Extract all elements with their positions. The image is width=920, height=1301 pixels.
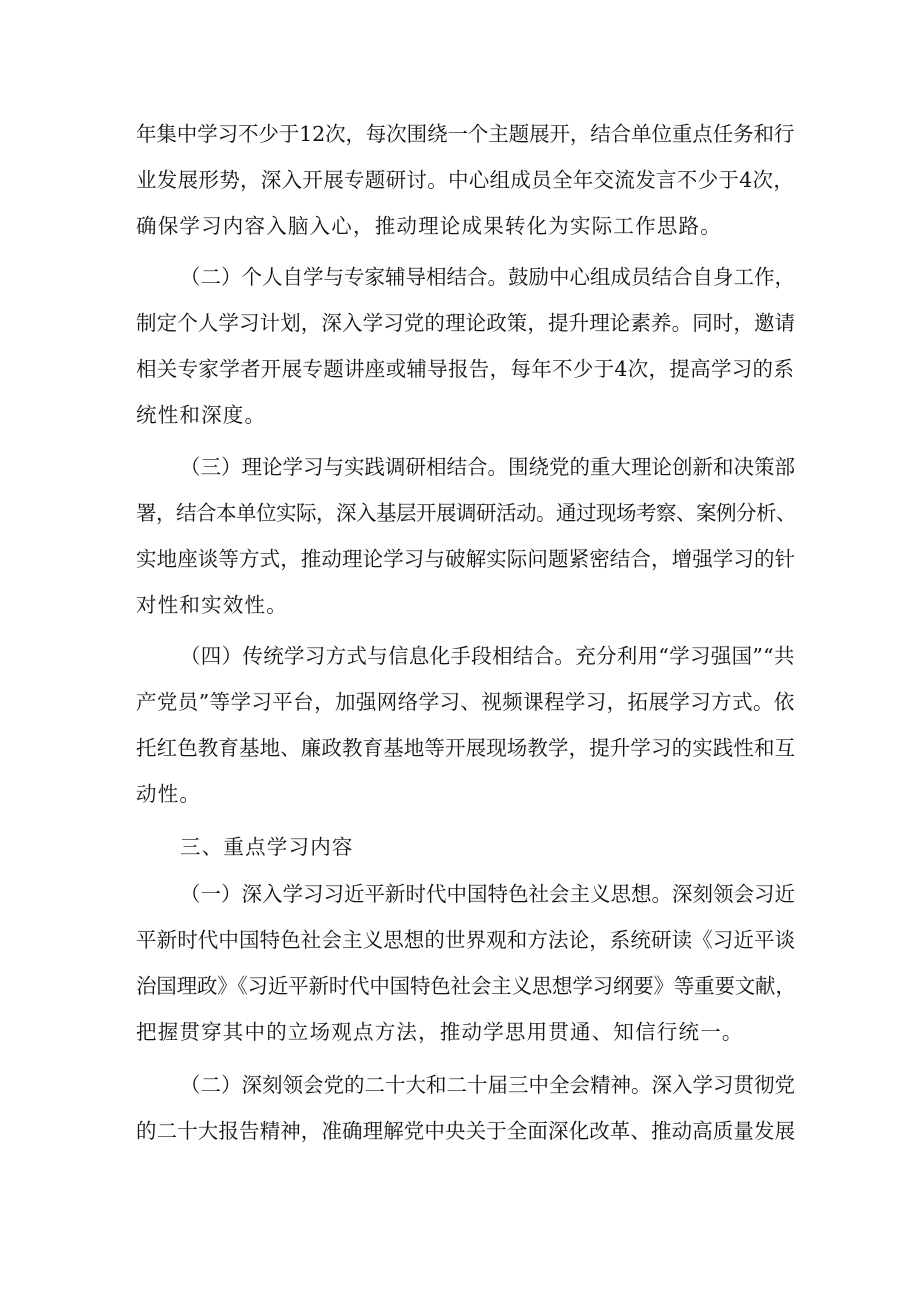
text-line: 确保学习内容入脑入心，推动理论成果转化为实际工作思路。 <box>136 214 722 238</box>
section-heading: 三、重点学习内容 <box>180 835 354 859</box>
text-line: 相关专家学者开展专题讲座或辅导报告，每年不少于4次，提高学习的系 <box>136 357 795 381</box>
text-line: 对性和实效性。 <box>136 593 288 617</box>
text-line: （一）深入学习习近平新时代中国特色社会主义思想。深刻领会习近 <box>180 882 795 906</box>
text-line: 统性和深度。 <box>136 403 267 427</box>
text-line: 产党员”等学习平台，加强网络学习、视频课程学习，拓展学习方式。依 <box>136 690 795 714</box>
text-line: （三）理论学习与实践调研相结合。围绕党的重大理论创新和决策部 <box>180 455 795 479</box>
text-line: 署，结合本单位实际，深入基层开展调研活动。通过现场考察、案例分析、 <box>136 501 796 525</box>
text-line: 动性。 <box>136 782 202 806</box>
text-line: 把握贯穿其中的立场观点方法，推动学思用贯通、知信行统一。 <box>136 1020 744 1044</box>
text-line: 实地座谈等方式，推动理论学习与破解实际问题紧密结合，增强学习的针 <box>136 547 796 571</box>
text-line: 业发展形势，深入开展专题研讨。中心组成员全年交流发言不少于4次， <box>136 168 795 192</box>
text-line: （四）传统学习方式与信息化手段相结合。充分利用“学习强国”“共 <box>180 644 795 668</box>
text-line: 的二十大报告精神，准确理解党中央关于全面深化改革、推动高质量发展 <box>136 1119 796 1143</box>
text-line: 托红色教育基地、廉政教育基地等开展现场教学，提升学习的实践性和互 <box>136 736 796 760</box>
text-line: （二）深刻领会党的二十大和二十届三中全会精神。深入学习贯彻党 <box>180 1073 795 1097</box>
text-line: 制定个人学习计划，深入学习党的理论政策，提升理论素养。同时，邀请 <box>136 311 796 335</box>
text-line: 平新时代中国特色社会主义思想的世界观和方法论，系统研读《习近平谈 <box>136 928 796 952</box>
text-line: 年集中学习不少于12次，每次围绕一个主题展开，结合单位重点任务和行 <box>136 122 795 146</box>
text-line: （二）个人自学与专家辅导相结合。鼓励中心组成员结合自身工作， <box>180 265 795 289</box>
text-line: 治国理政》《习近平新时代中国特色社会主义思想学习纲要》等重要文献， <box>136 974 796 998</box>
